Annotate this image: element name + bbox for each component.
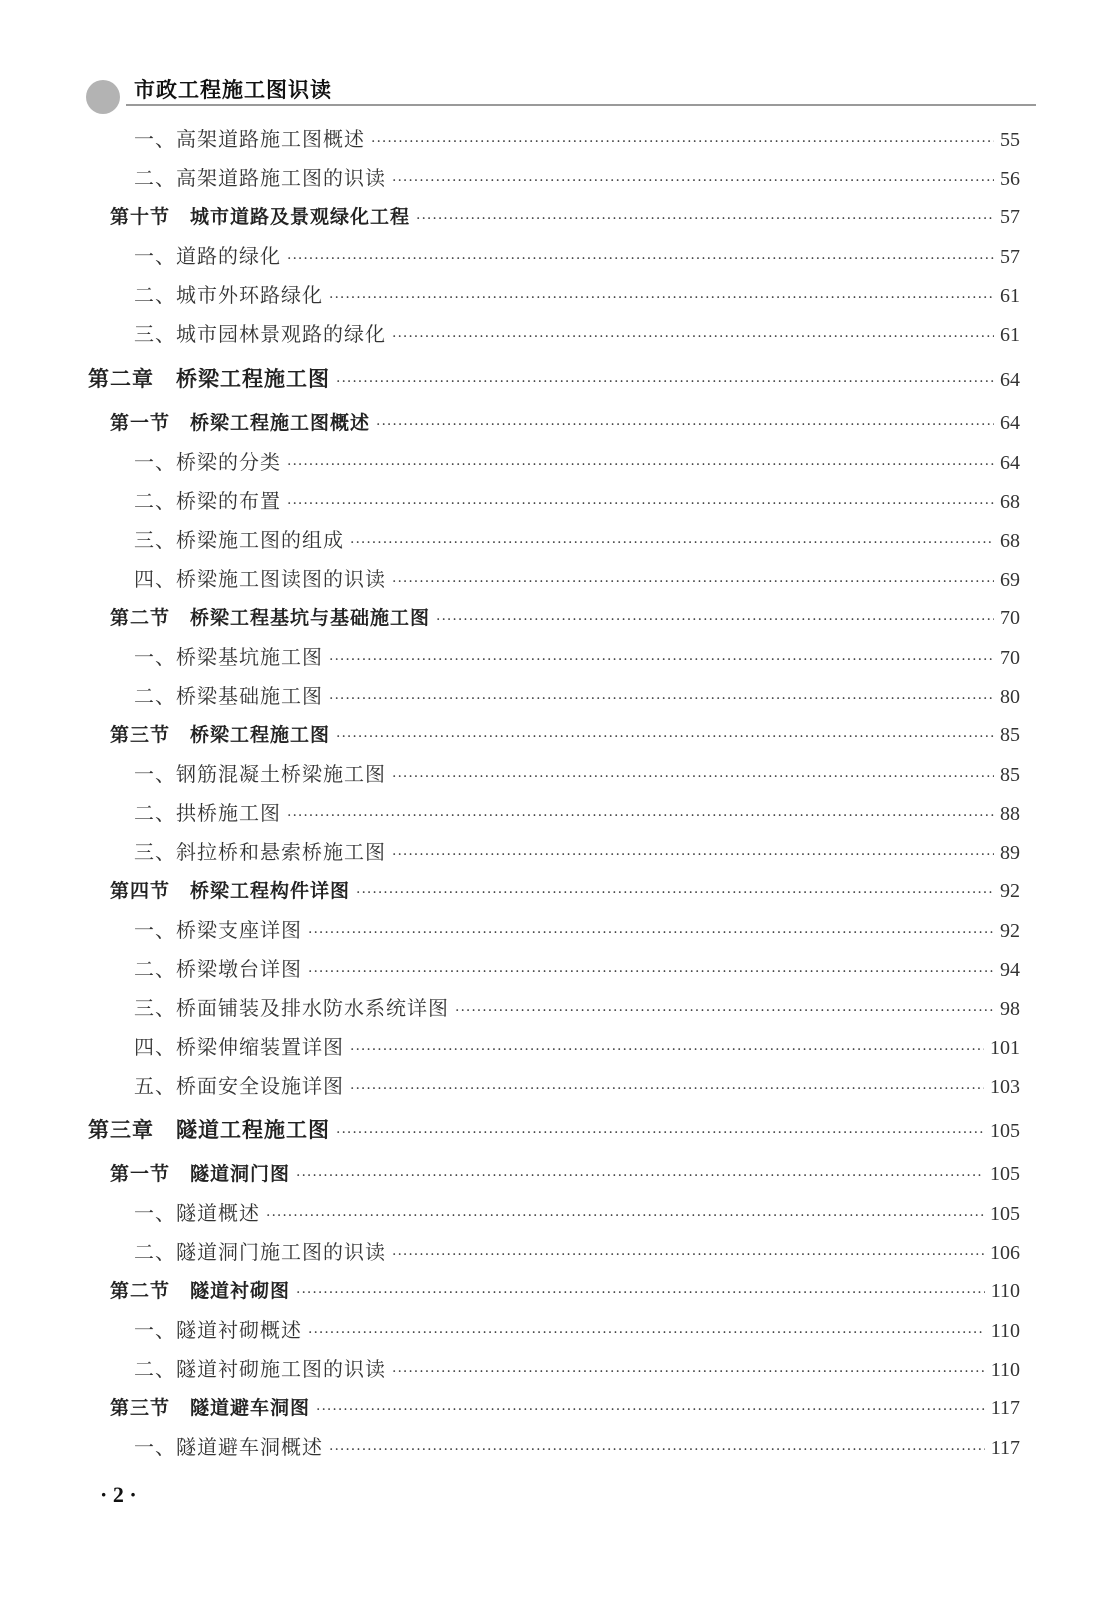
toc-item-row[interactable]: [134, 1237, 1020, 1267]
toc-page-number: 110: [990, 1359, 1020, 1381]
toc-entry-title: 三、斜拉桥和悬索桥施工图: [134, 840, 386, 864]
toc-page-number: 55: [1000, 129, 1020, 151]
toc-page-number: 106: [990, 1242, 1020, 1264]
toc-item-row[interactable]: [134, 241, 1020, 271]
toc-entry-title: 三、桥面铺装及排水防水系统详图: [134, 996, 449, 1020]
dot-leader: [296, 1278, 985, 1308]
toc-entry-title: 第三节 桥梁工程施工图: [110, 724, 331, 746]
toc-entry-title: 第二章 桥梁工程施工图: [88, 367, 330, 391]
toc-entry-title: 二、桥梁墩台详图: [134, 957, 302, 981]
book-title: 市政工程施工图识读: [134, 78, 332, 102]
toc-page-number: 94: [1000, 959, 1020, 981]
toc-section-row[interactable]: [110, 720, 1020, 750]
toc-page-number: 80: [1000, 686, 1020, 708]
toc-entry-title: 第三节 隧道避车洞图: [110, 1397, 311, 1419]
toc-section-row[interactable]: [110, 1393, 1020, 1423]
toc-item-row[interactable]: [134, 759, 1020, 789]
toc-item-row[interactable]: [134, 447, 1020, 477]
dot-leader: [329, 684, 994, 714]
toc-section-row[interactable]: [110, 1276, 1020, 1306]
toc-page-number: 105: [990, 1203, 1020, 1225]
dot-leader: [287, 801, 994, 831]
toc-page-number: 69: [1000, 569, 1020, 591]
toc-section-row[interactable]: [110, 1159, 1020, 1189]
dot-leader: [316, 1395, 985, 1425]
dot-leader: [287, 244, 994, 274]
toc-item-row[interactable]: [134, 681, 1020, 711]
toc-page-number: 57: [1000, 206, 1020, 228]
toc-entry-title: 第二节 隧道衬砌图: [110, 1280, 291, 1302]
toc-page-number: 64: [1000, 412, 1020, 434]
dot-leader: [336, 1118, 984, 1148]
toc-entry-title: 一、高架道路施工图概述: [134, 127, 365, 151]
toc-page-number: 85: [1000, 724, 1020, 746]
dot-leader: [392, 166, 994, 196]
dot-leader: [287, 489, 994, 519]
dot-leader: [336, 722, 994, 752]
dot-leader: [455, 996, 994, 1026]
toc-page-number: 64: [1000, 452, 1020, 474]
toc-page-number: 105: [990, 1120, 1020, 1142]
toc-item-row[interactable]: [134, 1032, 1020, 1062]
toc-page-number: 105: [990, 1163, 1020, 1185]
toc-item-row[interactable]: [134, 319, 1020, 349]
toc-entry-title: 一、桥梁的分类: [134, 450, 281, 474]
toc-entry-title: 四、桥梁施工图读图的识读: [134, 567, 386, 591]
toc-section-row[interactable]: [110, 408, 1020, 438]
dot-leader: [356, 878, 994, 908]
dot-leader: [392, 567, 994, 597]
toc-item-row[interactable]: [134, 915, 1020, 945]
toc-chapter-row[interactable]: [88, 364, 1020, 394]
toc-item-row[interactable]: [134, 280, 1020, 310]
toc-entry-title: 一、桥梁基坑施工图: [134, 645, 323, 669]
dot-leader: [350, 1035, 984, 1065]
toc-section-row[interactable]: [110, 202, 1020, 232]
toc-entry-title: 一、桥梁支座详图: [134, 918, 302, 942]
toc-page-number: 61: [1000, 285, 1020, 307]
dot-leader: [266, 1201, 984, 1231]
dot-leader: [308, 1318, 985, 1348]
dot-leader: [296, 1161, 984, 1191]
dot-leader: [392, 762, 994, 792]
toc-page-number: 89: [1000, 842, 1020, 864]
toc-entry-title: 三、城市园林景观路的绿化: [134, 322, 386, 346]
toc-entry-title: 一、道路的绿化: [134, 244, 281, 268]
toc-entry-title: 第一节 隧道洞门图: [110, 1163, 291, 1185]
dot-leader: [392, 840, 994, 870]
toc-item-row[interactable]: [134, 1432, 1020, 1462]
toc-item-row[interactable]: [134, 486, 1020, 516]
toc-entry-title: 第四节 桥梁工程构件详图: [110, 880, 351, 902]
toc-entry-title: 第三章 隧道工程施工图: [88, 1118, 330, 1142]
dot-leader: [308, 918, 994, 948]
toc-page-number: 110: [990, 1280, 1020, 1302]
toc-page-number: 103: [990, 1076, 1020, 1098]
dot-leader: [329, 283, 994, 313]
toc-entry-title: 一、隧道衬砌概述: [134, 1318, 302, 1342]
toc-entry-title: 第一节 桥梁工程施工图概述: [110, 412, 371, 434]
toc-entry-title: 五、桥面安全设施详图: [134, 1074, 344, 1098]
toc-page-number: 85: [1000, 764, 1020, 786]
header-circle-ornament: [86, 80, 120, 114]
toc-entry-title: 二、隧道洞门施工图的识读: [134, 1240, 386, 1264]
dot-leader: [350, 1074, 984, 1104]
dot-leader: [308, 957, 994, 987]
dot-leader: [329, 645, 994, 675]
toc-entry-title: 一、钢筋混凝土桥梁施工图: [134, 762, 386, 786]
dot-leader: [329, 1435, 985, 1465]
toc-entry-title: 一、隧道避车洞概述: [134, 1435, 323, 1459]
toc-page-number: 88: [1000, 803, 1020, 825]
dot-leader: [376, 410, 994, 440]
toc-item-row[interactable]: [134, 163, 1020, 193]
toc-item-row[interactable]: [134, 837, 1020, 867]
toc-chapter-row[interactable]: [88, 1115, 1020, 1145]
dot-leader: [350, 528, 994, 558]
toc-page-number: 61: [1000, 324, 1020, 346]
toc-item-row[interactable]: [134, 798, 1020, 828]
toc-page-number: 117: [990, 1397, 1020, 1419]
toc-entry-title: 二、桥梁的布置: [134, 489, 281, 513]
toc-page-number: 57: [1000, 246, 1020, 268]
dot-leader: [371, 127, 994, 157]
toc-page-number: 56: [1000, 168, 1020, 190]
toc-item-row[interactable]: [134, 525, 1020, 555]
toc-entry-title: 第二节 桥梁工程基坑与基础施工图: [110, 607, 431, 629]
toc-page-number: 70: [1000, 607, 1020, 629]
toc-page-number: 92: [1000, 880, 1020, 902]
toc-page-number: 92: [1000, 920, 1020, 942]
toc-item-row[interactable]: [134, 564, 1020, 594]
toc-entry-title: 四、桥梁伸缩装置详图: [134, 1035, 344, 1059]
header-rule: [126, 104, 1036, 106]
toc-item-row[interactable]: [134, 1198, 1020, 1228]
dot-leader: [287, 450, 994, 480]
toc-item-row[interactable]: [134, 993, 1020, 1023]
toc-entry-title: 第十节 城市道路及景观绿化工程: [110, 206, 411, 228]
toc-item-row[interactable]: [134, 1315, 1020, 1345]
toc-item-row[interactable]: [134, 954, 1020, 984]
toc-item-row[interactable]: [134, 1071, 1020, 1101]
toc-item-row[interactable]: [134, 642, 1020, 672]
dot-leader: [416, 204, 994, 234]
toc-page-number: 98: [1000, 998, 1020, 1020]
toc-page-number: 101: [990, 1037, 1020, 1059]
toc-entry-title: 二、桥梁基础施工图: [134, 684, 323, 708]
toc-entry-title: 二、隧道衬砌施工图的识读: [134, 1357, 386, 1381]
toc-entry-title: 三、桥梁施工图的组成: [134, 528, 344, 552]
toc-page-number: 64: [1000, 369, 1020, 391]
toc-section-row[interactable]: [110, 876, 1020, 906]
dot-leader: [336, 367, 994, 397]
toc-item-row[interactable]: [134, 124, 1020, 154]
running-header: [86, 70, 1036, 114]
toc-entry-title: 二、城市外环路绿化: [134, 283, 323, 307]
toc-section-row[interactable]: [110, 603, 1020, 633]
toc-entry-title: 二、拱桥施工图: [134, 801, 281, 825]
toc-item-row[interactable]: [134, 1354, 1020, 1384]
dot-leader: [392, 322, 994, 352]
dot-leader: [392, 1240, 984, 1270]
toc-entry-title: 一、隧道概述: [134, 1201, 260, 1225]
dot-leader: [392, 1357, 985, 1387]
toc-page-number: 68: [1000, 530, 1020, 552]
toc-page-number: 70: [1000, 647, 1020, 669]
dot-leader: [436, 605, 994, 635]
toc-entry-title: 二、高架道路施工图的识读: [134, 166, 386, 190]
toc-page-number: 68: [1000, 491, 1020, 513]
page-number: · 2 ·: [100, 1482, 137, 1507]
toc-page-number: 117: [990, 1437, 1020, 1459]
toc-page-number: 110: [990, 1320, 1020, 1342]
